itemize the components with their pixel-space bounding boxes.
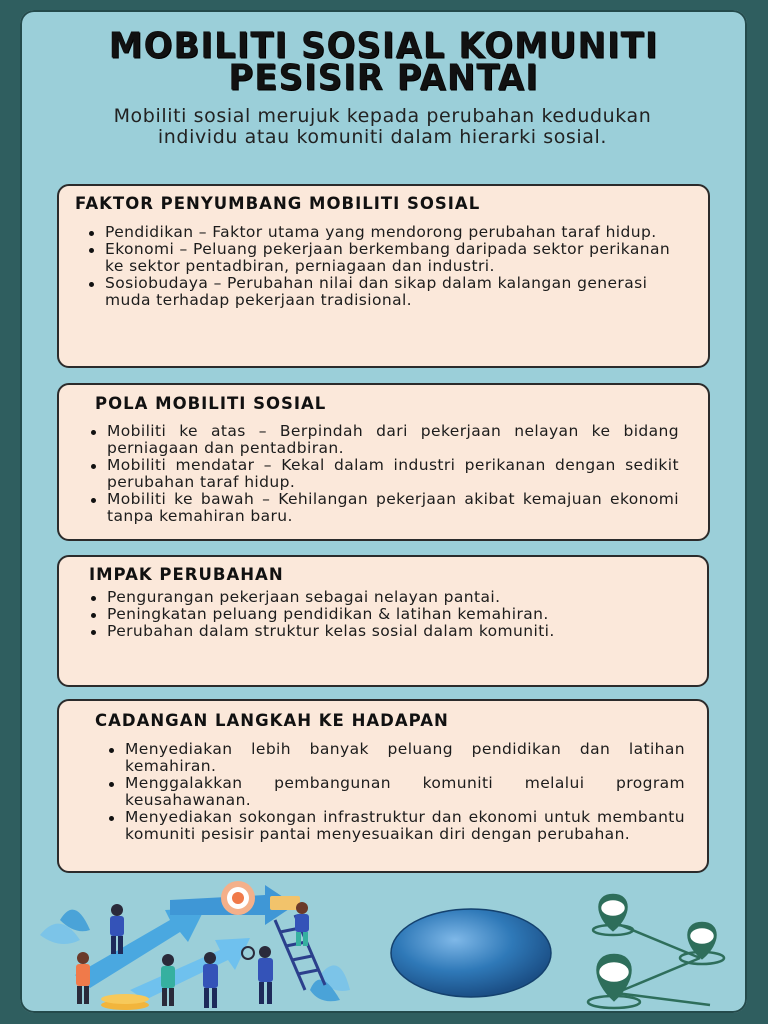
intro-text: Mobiliti sosial merujuk kepada perubahan kedudukan individu atau komuniti dalam hierarki sosial. (113, 105, 652, 148)
list-item: Menyediakan lebih banyak peluang pendidikan dan latihan kemahiran. (105, 741, 685, 775)
title-line-2: PESISIR PANTAI (228, 57, 539, 99)
list-item: Peningkatan peluang pendidikan & latihan kemahiran. (87, 606, 679, 623)
list-item: Menyediakan sokongan infrastruktur dan ekonomi untuk membantu komuniti pesisir pantai menyesuaikan diri dengan perubahan. (105, 809, 685, 843)
section-faktor-penyumbang (57, 184, 710, 368)
section-pola-mobiliti (57, 383, 710, 541)
bottom-illustrations (20, 880, 747, 1013)
list-item: Perubahan dalam struktur kelas sosial dalam komuniti. (87, 623, 679, 640)
section-heading: POLA MOBILITI SOSIAL (95, 394, 327, 413)
list-item: Mobiliti mendatar – Kekal dalam industri perikanan dengan sedikit perubahan taraf hidup. (87, 457, 679, 491)
list-item: Pendidikan – Faktor utama yang mendorong perubahan taraf hidup. (85, 224, 685, 241)
section-heading: FAKTOR PENYUMBANG MOBILITI SOSIAL (75, 194, 481, 213)
list-item: Mobiliti ke bawah – Kehilangan pekerjaan akibat kemajuan ekonomi tanpa kemahiran baru. (87, 491, 679, 525)
list-item: Ekonomi – Peluang pekerjaan berkembang daripada sektor perikanan ke sektor pentadbiran, perniagaan dan industri. (85, 241, 685, 275)
team-growth-illustration (40, 881, 350, 1010)
section-list (105, 741, 685, 843)
infographic-poster (20, 10, 747, 1013)
section-heading: CADANGAN LANGKAH KE HADAPAN (95, 711, 449, 730)
section-list (87, 423, 679, 525)
title-line-1: MOBILITI SOSIAL KOMUNITI (108, 25, 659, 67)
section-list (85, 224, 685, 309)
section-cadangan-langkah (57, 699, 709, 873)
list-item: Pengurangan pekerjaan sebagai nelayan pantai. (87, 589, 679, 606)
globe-icon (391, 909, 551, 997)
list-item: Sosiobudaya – Perubahan nilai dan sikap dalam kalangan generasi muda terhadap pekerjaan tradisional. (85, 275, 685, 309)
location-pins-icon (588, 895, 724, 1008)
list-item: Mobiliti ke atas – Berpindah dari pekerjaan nelayan ke bidang perniagaan dan pentadbiran. (87, 423, 679, 457)
list-item: Menggalakkan pembangunan komuniti melalui program keusahawanan. (105, 775, 685, 809)
page-title (20, 25, 747, 99)
section-heading: IMPAK PERUBAHAN (89, 565, 284, 584)
section-list (87, 589, 679, 640)
section-impak-perubahan (57, 555, 709, 687)
